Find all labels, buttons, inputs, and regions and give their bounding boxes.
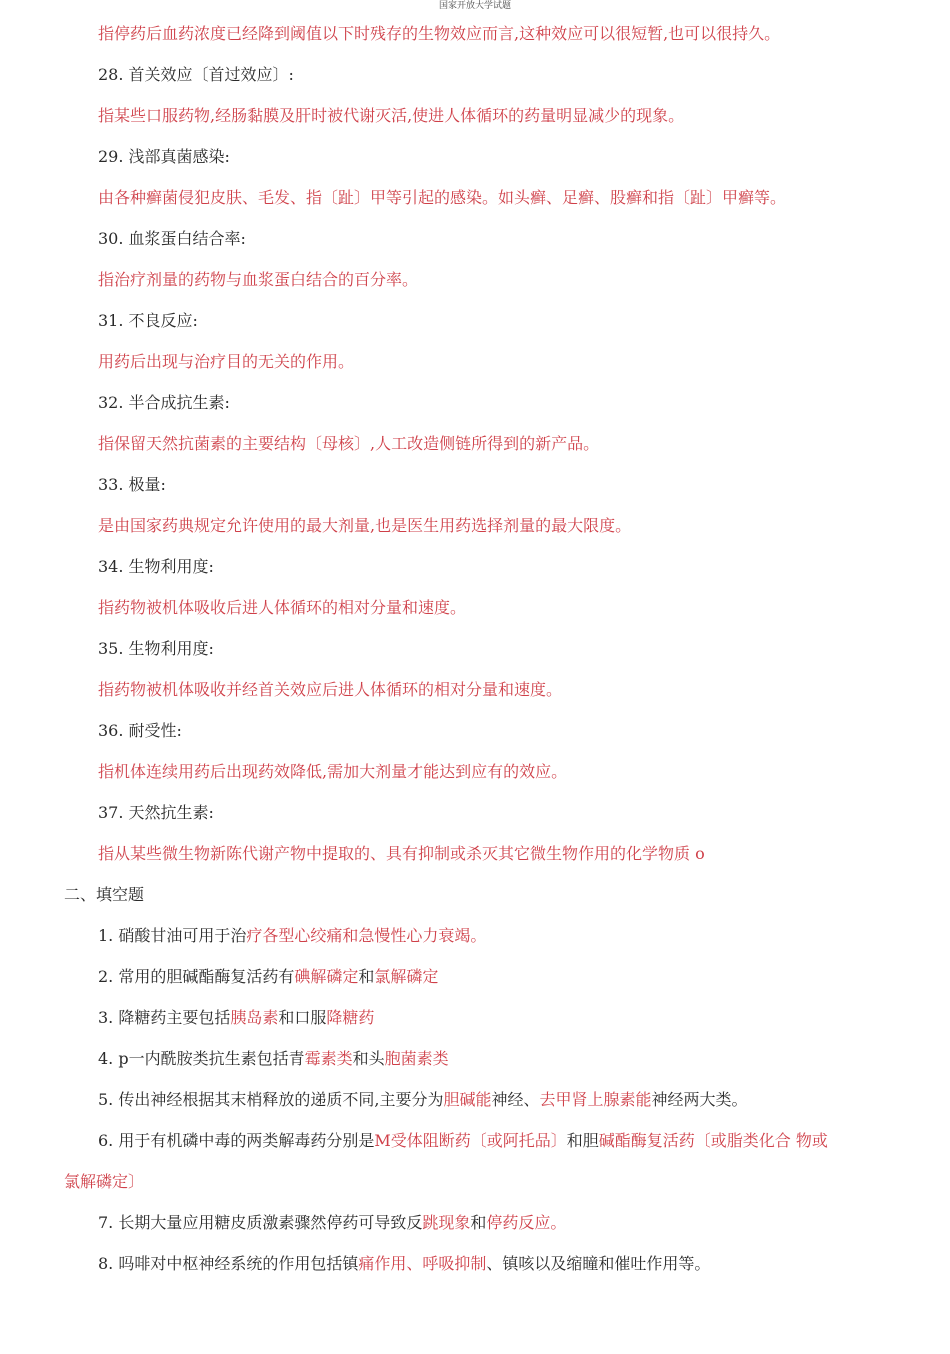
definition-term: 31. 不良反应: bbox=[98, 311, 198, 330]
answer-text: 碱酯酶复活药〔或脂类化合 物或 bbox=[598, 1131, 828, 1150]
question-text: 和头 bbox=[352, 1049, 385, 1068]
answer-text: 疗各型心绞痛和急慢性心力衰竭。 bbox=[246, 926, 487, 945]
page-header: 国家开放大学试题 bbox=[438, 1, 511, 11]
fill-blank-item bbox=[98, 966, 438, 988]
question-text: 4. p一内酰胺类抗生素包括青 bbox=[98, 1049, 305, 1068]
fill-blank-item bbox=[98, 1089, 748, 1111]
definition-answer: 指药物被机体吸收后进人体循环的相对分量和速度。 bbox=[98, 598, 467, 617]
answer-text: 跳现象 bbox=[422, 1213, 471, 1232]
fill-blank-item bbox=[98, 1212, 566, 1234]
answer-text: 去甲肾上腺素能 bbox=[539, 1090, 652, 1109]
answer-text: 胞菌素类 bbox=[384, 1049, 449, 1068]
answer-text: M受体阻断药〔或阿托品〕 bbox=[374, 1131, 567, 1150]
definition-term: 36. 耐受性: bbox=[98, 721, 182, 740]
definition-term: 37. 天然抗生素: bbox=[98, 803, 214, 822]
answer-text: 胰岛素 bbox=[230, 1008, 279, 1027]
answer-text: 降糖药 bbox=[326, 1008, 375, 1027]
question-text: 、镇咳以及缩瞳和催吐作用等。 bbox=[486, 1254, 711, 1273]
question-text: 2. 常用的胆碱酯酶复活药有 bbox=[98, 967, 295, 986]
answer-text: 氯解磷定 bbox=[374, 967, 439, 986]
question-text: 3. 降糖药主要包括 bbox=[98, 1008, 231, 1027]
question-text: 6. 用于有机磷中毒的两类解毒药分别是 bbox=[98, 1131, 375, 1150]
question-text: 和胆 bbox=[566, 1131, 599, 1150]
definition-answer: 指停药后血药浓度已经降到阈值以下时残存的生物效应而言,这种效应可以很短暂,也可以很持久。 bbox=[98, 24, 781, 43]
answer-text: 停药反应。 bbox=[486, 1213, 567, 1232]
fill-blank-item bbox=[98, 1253, 710, 1275]
question-text: 神经两大类。 bbox=[651, 1090, 748, 1109]
answer-text: 氯解磷定〕 bbox=[64, 1172, 145, 1191]
definition-answer: 指保留天然抗菌素的主要结构〔母核〕,人工改造侧链所得到的新产品。 bbox=[98, 434, 600, 453]
fill-blank-item bbox=[98, 925, 486, 947]
fill-blank-item bbox=[98, 1048, 449, 1070]
question-text: 和 bbox=[470, 1213, 487, 1232]
question-text: 8. 吗啡对中枢神经系统的作用包括镇 bbox=[98, 1254, 359, 1273]
answer-text: 霉素类 bbox=[304, 1049, 353, 1068]
answer-text: 碘解磷定 bbox=[294, 967, 359, 986]
definition-answer: 指从某些微生物新陈代谢产物中提取的、具有抑制或杀灭其它微生物作用的化学物质 o bbox=[98, 844, 705, 863]
definition-term: 34. 生物利用度: bbox=[98, 557, 214, 576]
definition-term: 35. 生物利用度: bbox=[98, 639, 214, 658]
definition-answer: 是由国家药典规定允许使用的最大剂量,也是医生用药选择剂量的最大限度。 bbox=[98, 516, 632, 535]
definition-answer: 指某些口服药物,经肠黏膜及肝时被代谢灭活,使进人体循环的药量明显减少的现象。 bbox=[98, 106, 685, 125]
definition-answer: 由各种癣菌侵犯皮肤、毛发、指〔趾〕甲等引起的感染。如头癣、足癣、股癣和指〔趾〕甲癣等。 bbox=[98, 188, 787, 207]
section-title: 二、填空题 bbox=[64, 885, 145, 904]
answer-text: 胆碱能 bbox=[443, 1090, 492, 1109]
definition-term: 32. 半合成抗生素: bbox=[98, 393, 230, 412]
fill-blank-item bbox=[98, 1130, 828, 1152]
question-text: 1. 硝酸甘油可用于治 bbox=[98, 926, 247, 945]
question-text: 神经、 bbox=[491, 1090, 540, 1109]
definition-answer: 指药物被机体吸收并经首关效应后进人体循环的相对分量和速度。 bbox=[98, 680, 563, 699]
definition-term: 30. 血浆蛋白结合率: bbox=[98, 229, 246, 248]
fill-blank-item bbox=[98, 1007, 374, 1029]
question-text: 和 bbox=[358, 967, 375, 986]
fill-blank-item bbox=[64, 1171, 144, 1193]
definition-answer: 指机体连续用药后出现药效降低,需加大剂量才能达到应有的效应。 bbox=[98, 762, 568, 781]
question-text: 和口服 bbox=[278, 1008, 327, 1027]
definition-answer: 指治疗剂量的药物与血浆蛋白结合的百分率。 bbox=[98, 270, 419, 289]
question-text: 7. 长期大量应用糖皮质激素骤然停药可导致反 bbox=[98, 1213, 423, 1232]
definition-term: 29. 浅部真菌感染: bbox=[98, 147, 230, 166]
definition-term: 33. 极量: bbox=[98, 475, 166, 494]
definition-term: 28. 首关效应〔首过效应〕: bbox=[98, 65, 294, 84]
definition-answer: 用药后出现与治疗目的无关的作用。 bbox=[98, 352, 355, 371]
question-text: 5. 传出神经根据其末梢释放的递质不同,主要分为 bbox=[98, 1090, 444, 1109]
answer-text: 痛作用、呼吸抑制 bbox=[358, 1254, 487, 1273]
